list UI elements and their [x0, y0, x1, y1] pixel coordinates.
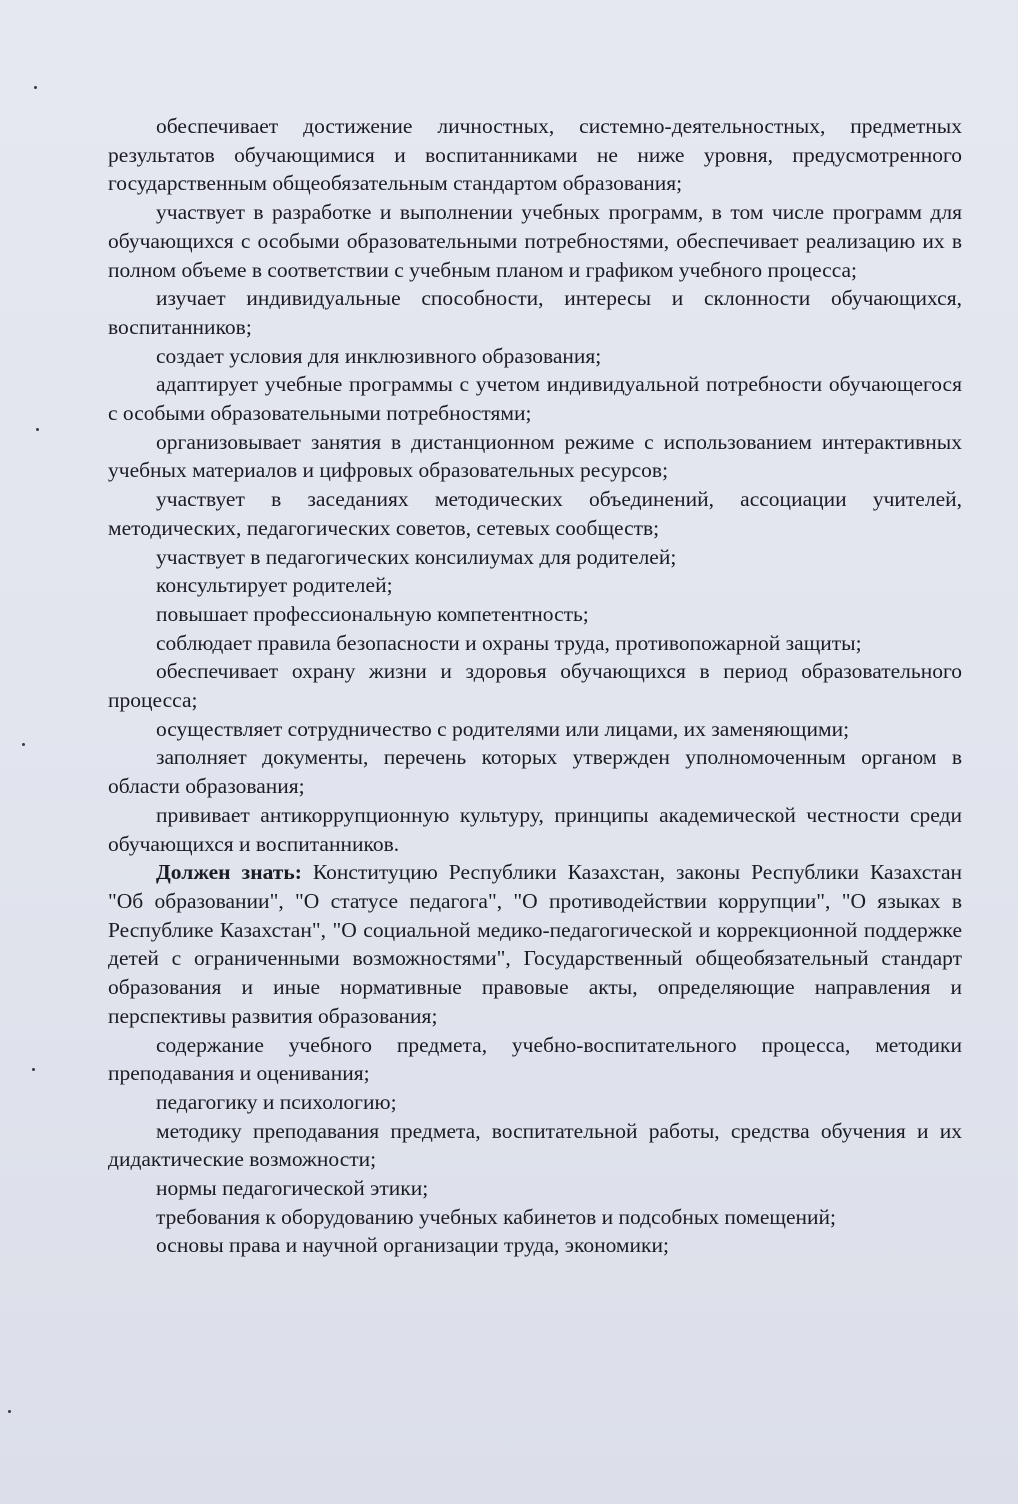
margin-mark — [22, 743, 25, 746]
knowledge-paragraph: педагогику и психологию; — [156, 1089, 397, 1114]
knowledge-paragraph: основы права и научной организации труда, экономики; — [156, 1233, 669, 1258]
duty-paragraph: участвует в заседаниях методических объединений, ассоциации учителей, методических, педагогических советов, сетевых сообществ; — [108, 487, 962, 540]
must-know-label: Должен знать: — [156, 860, 302, 885]
duty-paragraph: повышает профессиональную компетентность; — [156, 601, 589, 626]
duty-paragraph: заполняет документы, перечень которых утвержден уполномоченным органом в области образования; — [108, 745, 962, 799]
duty-paragraph: консультирует родителей; — [156, 573, 393, 598]
duty-paragraph: создает условия для инклюзивного образования; — [156, 343, 602, 368]
knowledge-paragraph: методику преподавания предмета, воспитательной работы, средства обучения и их дидактические возможности; — [108, 1118, 962, 1172]
duty-paragraph: организовывает занятия в дистанционном режиме с использованием интерактивных учебных материалов и цифровых образовательных ресурсов; — [108, 429, 962, 483]
knowledge-paragraph: содержание учебного предмета, учебно-воспитательного процесса, методики преподавания и оценивания; — [108, 1032, 962, 1086]
duty-paragraph: участвует в педагогических консилиумах для родителей; — [156, 544, 677, 569]
duty-paragraph: изучает индивидуальные способности, интересы и склонности обучающихся, воспитанников; — [108, 286, 962, 339]
duty-paragraph: обеспечивает достижение личностных, системно-деятельностных, предметных результатов обучающимися и воспитанниками не ниже уровня, предусмотренного государственным общеобязательным стандартом образования; — [108, 114, 962, 196]
must-know-text: Конституцию Республики Казахстан, законы Республики Казахстан "Об образовании", "О статусе педагога", "О противодействии коррупции", "О языках в Республике Казахстан", "О социальной медико-педагогической и коррекционной поддержке детей с ограниченными возможностями", Государственный общеобязательный стандарт образования и иные нормативные правовые акты, определяющие направления и перспективы развития образования; — [108, 860, 962, 1028]
margin-mark — [34, 86, 37, 89]
duty-paragraph: соблюдает правила безопасности и охраны труда, противопожарной защиты; — [156, 630, 862, 655]
duty-paragraph: участвует в разработке и выполнении учебных программ, в том числе программ для обучающихся с особыми образовательными потребностями, обеспечивает реализацию их в полном объеме в соответствии с учебным планом и графиком учебного процесса; — [108, 200, 962, 282]
margin-mark — [32, 1068, 35, 1071]
duty-paragraph: адаптирует учебные программы с учетом индивидуальной потребности обучающегося с особыми образовательными потребностями; — [108, 372, 962, 426]
duty-paragraph: прививает антикоррупционную культуру, принципы академической честности среди обучающихся и воспитанников. — [108, 802, 962, 856]
duty-paragraph: обеспечивает охрану жизни и здоровья обучающихся в период образовательного процесса; — [108, 659, 962, 713]
must-know-paragraph — [108, 858, 962, 1030]
margin-mark — [36, 428, 39, 431]
duty-paragraph: осуществляет сотрудничество с родителями или лицами, их заменяющими; — [156, 716, 850, 741]
knowledge-paragraph: нормы педагогической этики; — [156, 1176, 429, 1201]
margin-mark — [8, 1410, 11, 1413]
knowledge-paragraph: требования к оборудованию учебных кабинетов и подсобных помещений; — [156, 1204, 837, 1229]
document-body — [108, 112, 962, 1260]
